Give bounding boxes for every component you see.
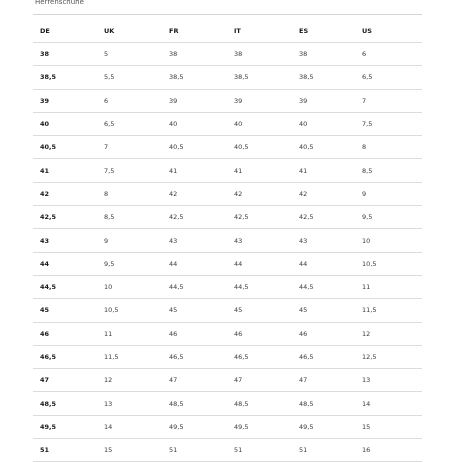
table-row	[33, 322, 422, 345]
cell-de: 42	[33, 182, 97, 205]
cell-fr: 42	[162, 182, 227, 205]
cell-fr: 49,5	[162, 415, 227, 438]
cell-fr: 38,5	[162, 66, 227, 89]
column-header-it: IT	[227, 20, 292, 43]
cell-uk: 11,5	[97, 345, 162, 368]
cell-it: 44	[227, 252, 292, 275]
cell-it: 51	[227, 439, 292, 462]
cell-uk: 5,5	[97, 66, 162, 89]
cell-de: 40	[33, 112, 97, 135]
cell-fr: 44,5	[162, 275, 227, 298]
cell-es: 51	[292, 439, 355, 462]
cell-us: 15	[355, 415, 422, 438]
cell-us: 14	[355, 392, 422, 415]
table-row	[33, 159, 422, 182]
table-row	[33, 345, 422, 368]
cell-it: 43	[227, 229, 292, 252]
cell-it: 38,5	[227, 66, 292, 89]
cell-de: 38,5	[33, 66, 97, 89]
cell-uk: 10	[97, 275, 162, 298]
cell-es: 44	[292, 252, 355, 275]
column-header-de: DE	[33, 20, 97, 43]
cell-de: 51	[33, 439, 97, 462]
cell-uk: 6,5	[97, 112, 162, 135]
table-header	[33, 20, 422, 43]
cell-fr: 38	[162, 43, 227, 66]
column-header-us: US	[355, 20, 422, 43]
cell-de: 46	[33, 322, 97, 345]
cell-de: 42,5	[33, 206, 97, 229]
cell-fr: 47	[162, 369, 227, 392]
cell-fr: 39	[162, 89, 227, 112]
cell-it: 42,5	[227, 206, 292, 229]
cell-uk: 12	[97, 369, 162, 392]
cell-uk: 14	[97, 415, 162, 438]
cell-us: 7,5	[355, 112, 422, 135]
cell-fr: 46	[162, 322, 227, 345]
cell-de: 41	[33, 159, 97, 182]
cell-es: 44,5	[292, 275, 355, 298]
table-row	[33, 299, 422, 322]
table-body	[33, 43, 422, 462]
cell-it: 48,5	[227, 392, 292, 415]
cell-us: 8	[355, 136, 422, 159]
table-row	[33, 229, 422, 252]
cell-de: 38	[33, 43, 97, 66]
table-row	[33, 252, 422, 275]
cell-uk: 9	[97, 229, 162, 252]
cell-uk: 6	[97, 89, 162, 112]
table-row	[33, 392, 422, 415]
cell-de: 48,5	[33, 392, 97, 415]
table-row	[33, 439, 422, 462]
cell-de: 45	[33, 299, 97, 322]
cell-es: 49,5	[292, 415, 355, 438]
table-row	[33, 275, 422, 298]
table-row	[33, 206, 422, 229]
cell-us: 6,5	[355, 66, 422, 89]
cell-es: 40	[292, 112, 355, 135]
cell-it: 42	[227, 182, 292, 205]
cell-it: 45	[227, 299, 292, 322]
cell-it: 46,5	[227, 345, 292, 368]
cell-it: 41	[227, 159, 292, 182]
cell-es: 47	[292, 369, 355, 392]
cell-de: 44,5	[33, 275, 97, 298]
cell-us: 8,5	[355, 159, 422, 182]
cell-uk: 13	[97, 392, 162, 415]
table-row	[33, 182, 422, 205]
cell-it: 44,5	[227, 275, 292, 298]
cell-us: 11,5	[355, 299, 422, 322]
cell-es: 46	[292, 322, 355, 345]
cell-es: 48,5	[292, 392, 355, 415]
cell-fr: 41	[162, 159, 227, 182]
cell-it: 46	[227, 322, 292, 345]
cell-uk: 7	[97, 136, 162, 159]
table-row	[33, 112, 422, 135]
table-row	[33, 369, 422, 392]
cell-us: 7	[355, 89, 422, 112]
cell-uk: 11	[97, 322, 162, 345]
cell-fr: 40,5	[162, 136, 227, 159]
cell-us: 11	[355, 275, 422, 298]
cell-us: 9	[355, 182, 422, 205]
cell-es: 45	[292, 299, 355, 322]
table-row	[33, 89, 422, 112]
table-row	[33, 43, 422, 66]
cell-es: 42,5	[292, 206, 355, 229]
cell-us: 9,5	[355, 206, 422, 229]
cell-us: 13	[355, 369, 422, 392]
cell-fr: 42,5	[162, 206, 227, 229]
cell-fr: 43	[162, 229, 227, 252]
cell-uk: 8,5	[97, 206, 162, 229]
cell-es: 41	[292, 159, 355, 182]
cell-es: 38,5	[292, 66, 355, 89]
cell-fr: 48,5	[162, 392, 227, 415]
column-header-fr: FR	[162, 20, 227, 43]
cell-us: 12,5	[355, 345, 422, 368]
cell-es: 40,5	[292, 136, 355, 159]
cell-de: 44	[33, 252, 97, 275]
table-row	[33, 66, 422, 89]
table-row	[33, 415, 422, 438]
cell-us: 16	[355, 439, 422, 462]
table-header-row	[33, 20, 422, 43]
cell-uk: 15	[97, 439, 162, 462]
title-divider	[33, 14, 422, 15]
page-title: Herrenschuhe	[35, 0, 84, 6]
cell-uk: 7,5	[97, 159, 162, 182]
cell-us: 12	[355, 322, 422, 345]
cell-fr: 40	[162, 112, 227, 135]
column-header-uk: UK	[97, 20, 162, 43]
cell-uk: 10,5	[97, 299, 162, 322]
cell-it: 49,5	[227, 415, 292, 438]
cell-de: 47	[33, 369, 97, 392]
cell-de: 40,5	[33, 136, 97, 159]
cell-es: 39	[292, 89, 355, 112]
cell-es: 43	[292, 229, 355, 252]
cell-it: 38	[227, 43, 292, 66]
cell-fr: 46,5	[162, 345, 227, 368]
cell-de: 39	[33, 89, 97, 112]
cell-es: 38	[292, 43, 355, 66]
cell-de: 43	[33, 229, 97, 252]
table-row	[33, 136, 422, 159]
cell-es: 42	[292, 182, 355, 205]
cell-fr: 51	[162, 439, 227, 462]
column-header-es: ES	[292, 20, 355, 43]
cell-fr: 45	[162, 299, 227, 322]
cell-us: 6	[355, 43, 422, 66]
cell-us: 10	[355, 229, 422, 252]
cell-fr: 44	[162, 252, 227, 275]
cell-uk: 9,5	[97, 252, 162, 275]
cell-us: 10,5	[355, 252, 422, 275]
cell-de: 46,5	[33, 345, 97, 368]
cell-it: 40	[227, 112, 292, 135]
cell-es: 46,5	[292, 345, 355, 368]
cell-it: 39	[227, 89, 292, 112]
cell-it: 47	[227, 369, 292, 392]
cell-uk: 8	[97, 182, 162, 205]
size-conversion-table	[33, 20, 422, 462]
cell-uk: 5	[97, 43, 162, 66]
cell-de: 49,5	[33, 415, 97, 438]
cell-it: 40,5	[227, 136, 292, 159]
